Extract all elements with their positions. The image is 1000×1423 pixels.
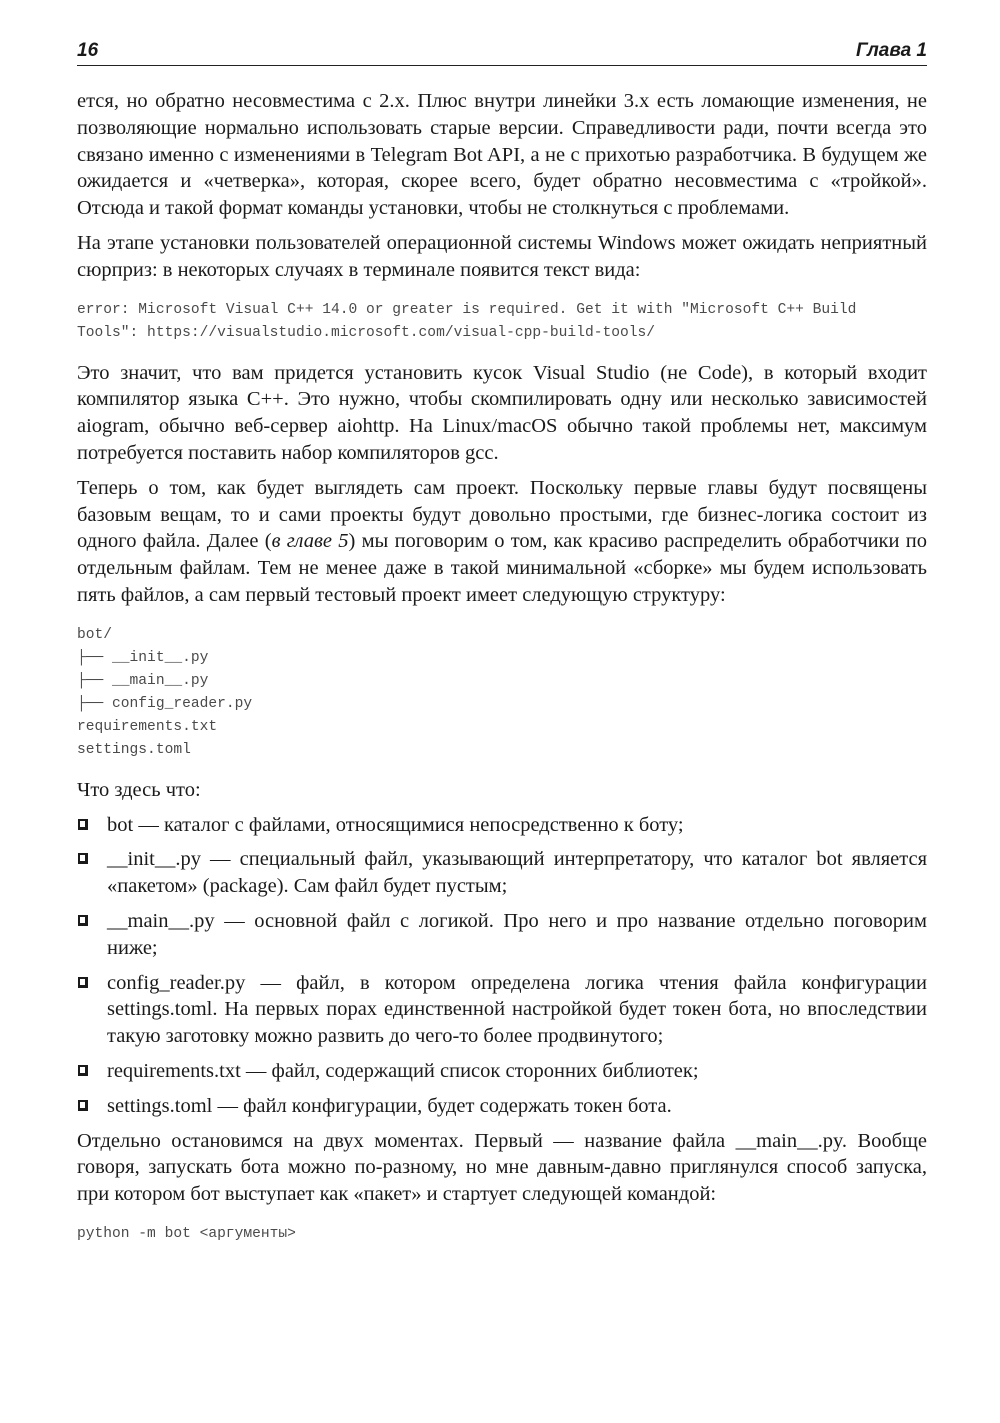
book-page xyxy=(77,40,927,1261)
checkbox-bullet-icon xyxy=(78,1065,88,1076)
code-block-tree: bot/ ├── __init__.py ├── __main__.py ├── config_reader.py requirements.txt settings.toml xyxy=(77,626,253,758)
code-block-run: python -m bot <аргументы> xyxy=(77,1225,296,1242)
checkbox-bullet-icon xyxy=(78,853,88,864)
list-item: bot — каталог с файлами, относящимися непосредственно к боту; xyxy=(77,812,927,839)
checkbox-bullet-icon xyxy=(78,1100,88,1111)
chapter-reference: в главе 5 xyxy=(271,530,349,553)
code-block-error: error: Microsoft Visual C++ 14.0 or greater is required. Get it with "Microsoft C++ Build Tools": https://visualstudio.microsoft.com/visual-cpp-build-tools/ xyxy=(77,301,857,341)
file-list xyxy=(77,812,927,1120)
list-item: requirements.txt — файл, содержащий список сторонних библиотек; xyxy=(77,1058,927,1085)
checkbox-bullet-icon xyxy=(78,977,88,988)
paragraph-what-is-what: Что здесь что: xyxy=(77,778,201,801)
paragraph-project-structure xyxy=(77,475,927,609)
paragraph-visual-studio: Это значит, что вам придется установить кусок Visual Studio (не Code), в который входит компилятор языка C++. Это нужно, чтобы скомпилировать одну или несколько зависимостей aiogram, обычно веб-сервер aiohttp. На Linux/macOS обычно такой проблемы нет, максимум потребуется поставить набор компиляторов gcc. xyxy=(77,361,927,464)
para-text-end: ) мы поговорим о том, как красиво распределить обработчики по отдельным файлам. Тем не менее даже в такой минимальной «сборке» мы будем использовать пять файлов, а сам первый тестовый проект имеет следующую структуру: xyxy=(77,530,927,606)
paragraph-main-file: Отдельно остановимся на двух моментах. Первый — название файла __main__.py. Вообще говоря, запускать бота можно по-разному, но мне давным-давно приглянулся способ запуска, при котором бот выступает как «пакет» и стартует следующей командой: xyxy=(77,1129,927,1206)
paragraph-windows-warning: На этапе установки пользователей операционной системы Windows может ожидать неприятный сюрприз: в некоторых случаях в терминале появится текст вида: xyxy=(77,231,927,281)
list-item: config_reader.py — файл, в котором определена логика чтения файла конфигурации settings.toml. На первых порах единственной настройкой будет токен бота, но впоследствии такую заготовку можно развить до чего-то более продвинутого; xyxy=(77,970,927,1050)
checkbox-bullet-icon xyxy=(78,915,88,926)
page-body xyxy=(77,88,927,1246)
list-item: __init__.py — специальный файл, указывающий интерпретатору, что каталог bot является «пакетом» (package). Сам файл будет пустым; xyxy=(77,846,927,900)
list-item: settings.toml — файл конфигурации, будет содержать токен бота. xyxy=(77,1093,927,1120)
paragraph-version-compat: ется, но обратно несовместима с 2.x. Плюс внутри линейки 3.x есть ломающие изменения, не позволяющие нормально использовать старые версии. Справедливости ради, почти всегда это связано именно с изменениями в Telegram Bot API, а не с прихотью разработчика. В будущем же ожидается и «четверка», которая, скорее всего, будет обратно несовместима с «тройкой». Отсюда и такой формат команды установки, чтобы не столкнуться с проблемами. xyxy=(77,90,927,220)
page-header xyxy=(77,40,927,66)
page-number: 16 xyxy=(77,40,99,61)
chapter-title: Глава 1 xyxy=(856,40,927,61)
para-text-start: Теперь о том, как будет выглядеть сам проект. Поскольку первые главы будут посвящены базовым вещам, то и сами проекты будут довольно простыми, где бизнес-логика состоит из одного файла. Далее ( xyxy=(77,476,927,553)
checkbox-bullet-icon xyxy=(78,819,88,830)
list-item: __main__.py — основной файл с логикой. Про него и про название отдельно поговорим ниже; xyxy=(77,908,927,962)
